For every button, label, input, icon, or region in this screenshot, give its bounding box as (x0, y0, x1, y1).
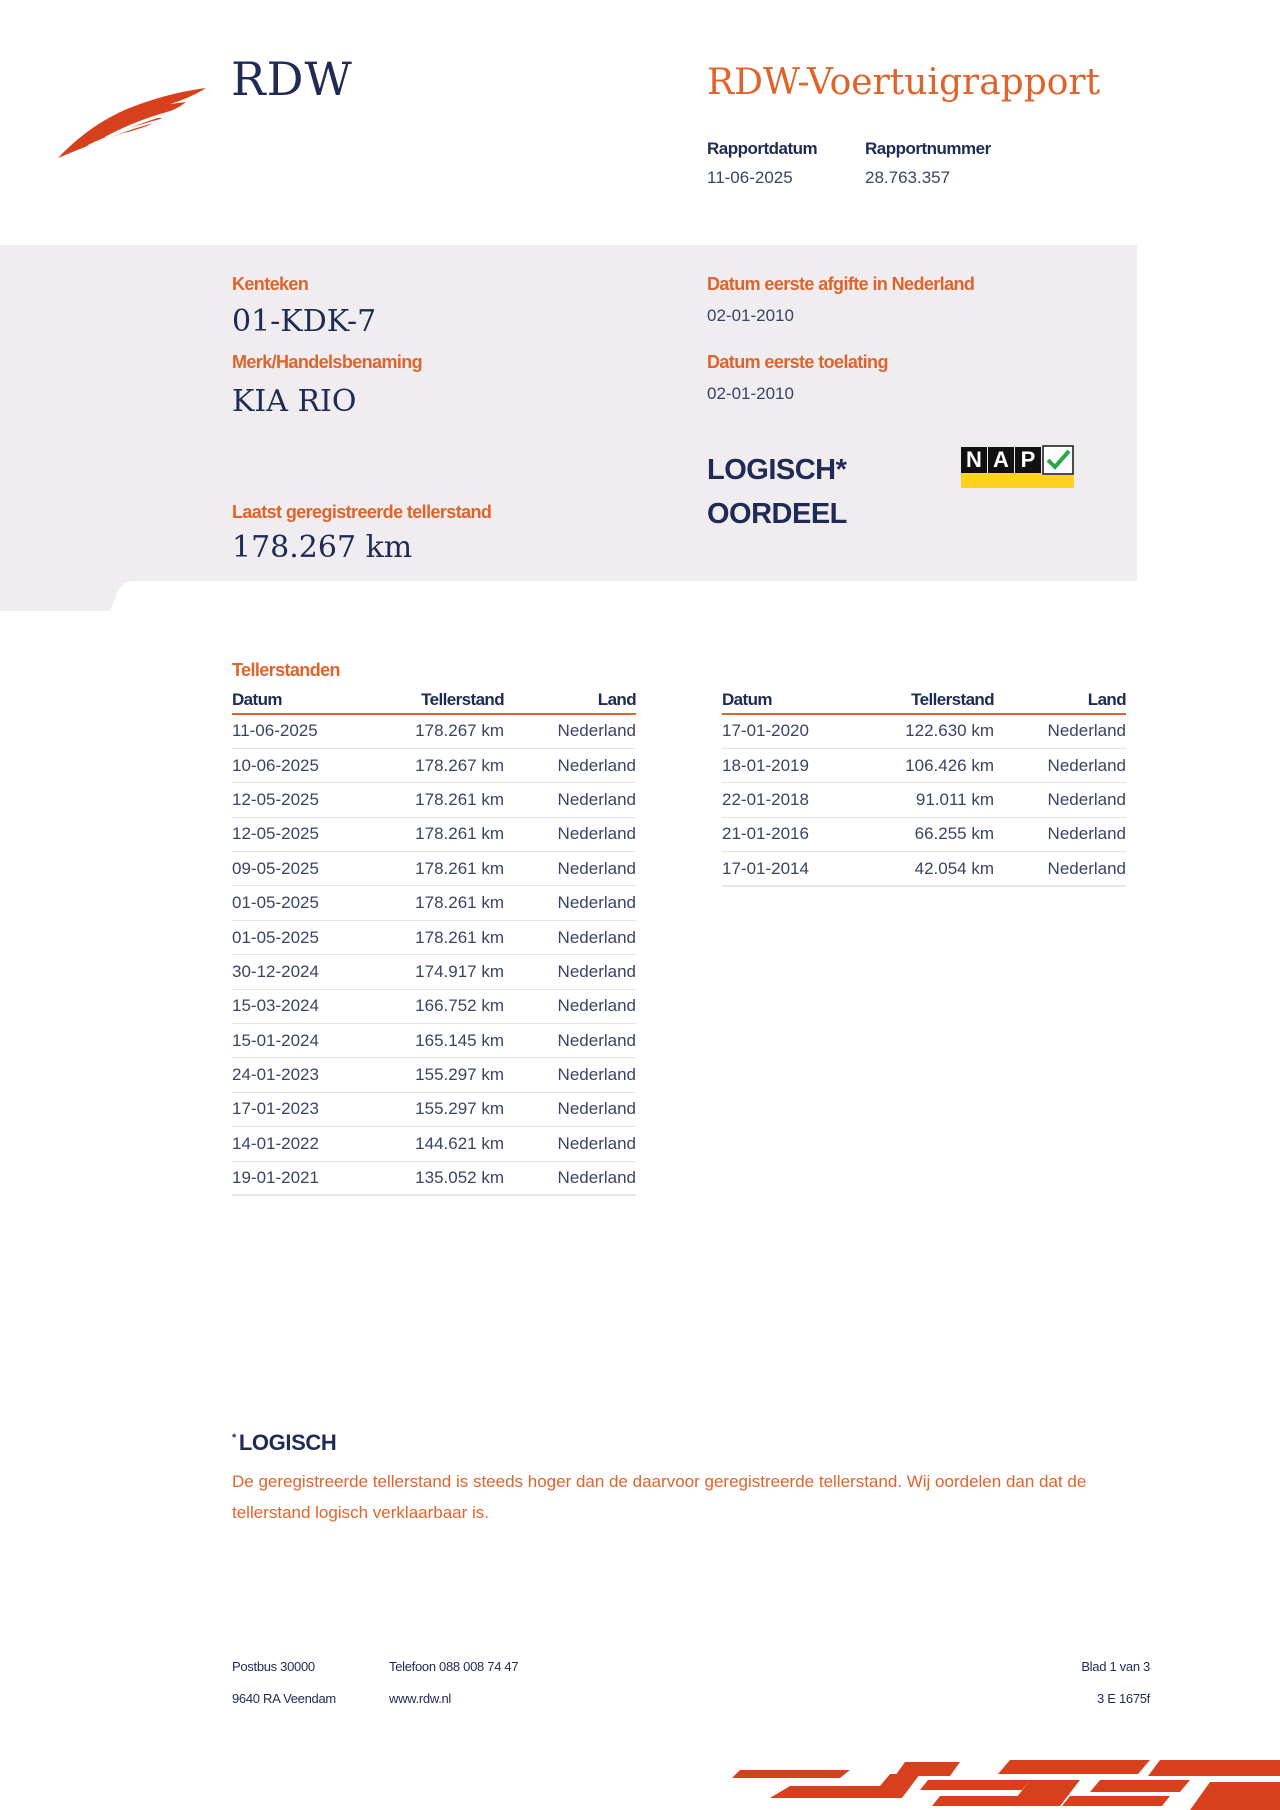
table-row (722, 852, 1126, 886)
cell-reading: 178.261 km (382, 817, 504, 851)
cell-date: 17-01-2020 (722, 714, 872, 748)
cell-date: 19-01-2021 (232, 1161, 382, 1195)
cell-date: 17-01-2014 (722, 852, 872, 886)
cell-country: Nederland (504, 1127, 636, 1161)
cell-country: Nederland (504, 714, 636, 748)
cell-country: Nederland (504, 1092, 636, 1126)
verdict-line-1: LOGISCH* (707, 454, 847, 486)
footer-address-2: 9640 RA Veendam (232, 1691, 336, 1706)
report-date: 11-06-2025 (707, 168, 793, 187)
table-row (232, 1092, 636, 1126)
column-header-date: Datum (232, 684, 382, 714)
cell-reading: 178.267 km (382, 714, 504, 748)
cell-date: 21-01-2016 (722, 817, 872, 851)
cell-date: 24-01-2023 (232, 1058, 382, 1092)
cell-reading: 122.630 km (872, 714, 994, 748)
cell-country: Nederland (504, 989, 636, 1023)
cell-date: 30-12-2024 (232, 955, 382, 989)
cell-date: 01-05-2025 (232, 886, 382, 920)
cell-date: 09-05-2025 (232, 852, 382, 886)
table-row (722, 714, 1126, 748)
checkmark-icon (1042, 445, 1074, 475)
cell-country: Nederland (504, 817, 636, 851)
cell-country: Nederland (504, 783, 636, 817)
make-value: KIA RIO (232, 384, 357, 419)
odometer-section-title: Tellerstanden (232, 660, 340, 680)
cell-reading: 106.426 km (872, 748, 994, 782)
cell-reading: 178.261 km (382, 886, 504, 920)
cell-date: 22-01-2018 (722, 783, 872, 817)
cell-reading: 144.621 km (382, 1127, 504, 1161)
table-row (232, 886, 636, 920)
nap-letter-a: A (988, 447, 1014, 473)
cell-reading: 42.054 km (872, 852, 994, 886)
cell-date: 12-05-2025 (232, 817, 382, 851)
footnote-marker: * (232, 1432, 236, 1444)
cell-country: Nederland (504, 1058, 636, 1092)
footer-address-1: Postbus 30000 (232, 1659, 315, 1674)
cell-date: 14-01-2022 (232, 1127, 382, 1161)
odometer-table-left (232, 684, 636, 1196)
table-row (232, 1024, 636, 1058)
cell-reading: 178.267 km (382, 748, 504, 782)
footer-page-number: Blad 1 van 3 (1081, 1659, 1150, 1674)
table-row (232, 955, 636, 989)
report-date-label: Rapportdatum (707, 139, 818, 158)
cell-reading: 174.917 km (382, 955, 504, 989)
cell-country: Nederland (994, 714, 1126, 748)
cell-date: 17-01-2023 (232, 1092, 382, 1126)
nap-letter-p: P (1015, 447, 1041, 473)
column-header-country: Land (504, 684, 636, 714)
cell-date: 15-03-2024 (232, 989, 382, 1023)
cell-country: Nederland (504, 1024, 636, 1058)
cell-date: 12-05-2025 (232, 783, 382, 817)
table-header-row (722, 684, 1126, 714)
table-row (232, 920, 636, 954)
table-row (232, 989, 636, 1023)
first-issue-nl-label: Datum eerste afgifte in Nederland (707, 274, 975, 294)
cell-date: 01-05-2025 (232, 920, 382, 954)
cell-country: Nederland (994, 783, 1126, 817)
rdw-stripes-icon (730, 1750, 1280, 1810)
column-header-reading: Tellerstand (382, 684, 504, 714)
first-admission-value: 02-01-2010 (707, 384, 794, 403)
footnote-title (232, 1430, 336, 1456)
table-row (232, 817, 636, 851)
cell-country: Nederland (994, 748, 1126, 782)
cell-reading: 135.052 km (382, 1161, 504, 1195)
table-row (232, 1058, 636, 1092)
table-row (232, 1127, 636, 1161)
brand-name: RDW (231, 52, 353, 106)
cell-date: 10-06-2025 (232, 748, 382, 782)
table-row (722, 783, 1126, 817)
cell-date: 18-01-2019 (722, 748, 872, 782)
cell-country: Nederland (504, 852, 636, 886)
plate-value: 01-KDK-7 (232, 304, 377, 339)
table-row (232, 852, 636, 886)
cell-date: 11-06-2025 (232, 714, 382, 748)
column-header-reading: Tellerstand (872, 684, 994, 714)
cell-country: Nederland (994, 817, 1126, 851)
nap-logo-bar (961, 473, 1074, 488)
cell-country: Nederland (504, 886, 636, 920)
odometer-label: Laatst geregistreerde tellerstand (232, 502, 492, 522)
cell-reading: 91.011 km (872, 783, 994, 817)
cell-date: 15-01-2024 (232, 1024, 382, 1058)
cell-country: Nederland (504, 748, 636, 782)
cell-country: Nederland (504, 955, 636, 989)
table-row (232, 748, 636, 782)
cell-country: Nederland (504, 1161, 636, 1195)
report-number-label: Rapportnummer (865, 139, 991, 158)
cell-reading: 166.752 km (382, 989, 504, 1023)
table-row (232, 1161, 636, 1195)
odometer-value: 178.267 km (232, 530, 413, 565)
plate-label: Kenteken (232, 274, 309, 294)
cell-reading: 66.255 km (872, 817, 994, 851)
footer-website[interactable]: www.rdw.nl (389, 1691, 452, 1706)
rdw-logo-icon (58, 82, 208, 160)
nap-letter-n: N (961, 447, 987, 473)
footnote-text: De geregistreerde tellerstand is steeds hoger dan de daarvoor geregistreerde tellerstand. Wij oordelen dan dat de tellerstand logisch verklaarbaar is. (232, 1472, 1087, 1522)
table-row (722, 817, 1126, 851)
table-row (722, 748, 1126, 782)
report-title: RDW-Voertuigrapport (707, 62, 1101, 103)
first-issue-nl-value: 02-01-2010 (707, 306, 794, 325)
footer-phone: Telefoon 088 008 74 47 (389, 1659, 519, 1674)
make-label: Merk/Handelsbenaming (232, 352, 423, 372)
cell-reading: 178.261 km (382, 920, 504, 954)
report-number: 28.763.357 (865, 168, 951, 187)
odometer-table-right (722, 684, 1126, 887)
cell-reading: 178.261 km (382, 852, 504, 886)
table-row (232, 783, 636, 817)
cell-country: Nederland (994, 852, 1126, 886)
footnote-title-text: LOGISCH (238, 1430, 337, 1455)
verdict-line-2: OORDEEL (707, 498, 847, 530)
cell-country: Nederland (504, 920, 636, 954)
cell-reading: 155.297 km (382, 1092, 504, 1126)
summary-panel (0, 245, 1137, 581)
cell-reading: 155.297 km (382, 1058, 504, 1092)
table-row (232, 714, 636, 748)
panel-tail-shape (0, 581, 130, 611)
column-header-date: Datum (722, 684, 872, 714)
cell-reading: 165.145 km (382, 1024, 504, 1058)
verdict (707, 448, 847, 536)
nap-logo (961, 445, 1074, 489)
footer-code: 3 E 1675f (1097, 1691, 1150, 1706)
first-admission-label: Datum eerste toelating (707, 352, 888, 372)
table-header-row (232, 684, 636, 714)
column-header-country: Land (994, 684, 1126, 714)
cell-reading: 178.261 km (382, 783, 504, 817)
